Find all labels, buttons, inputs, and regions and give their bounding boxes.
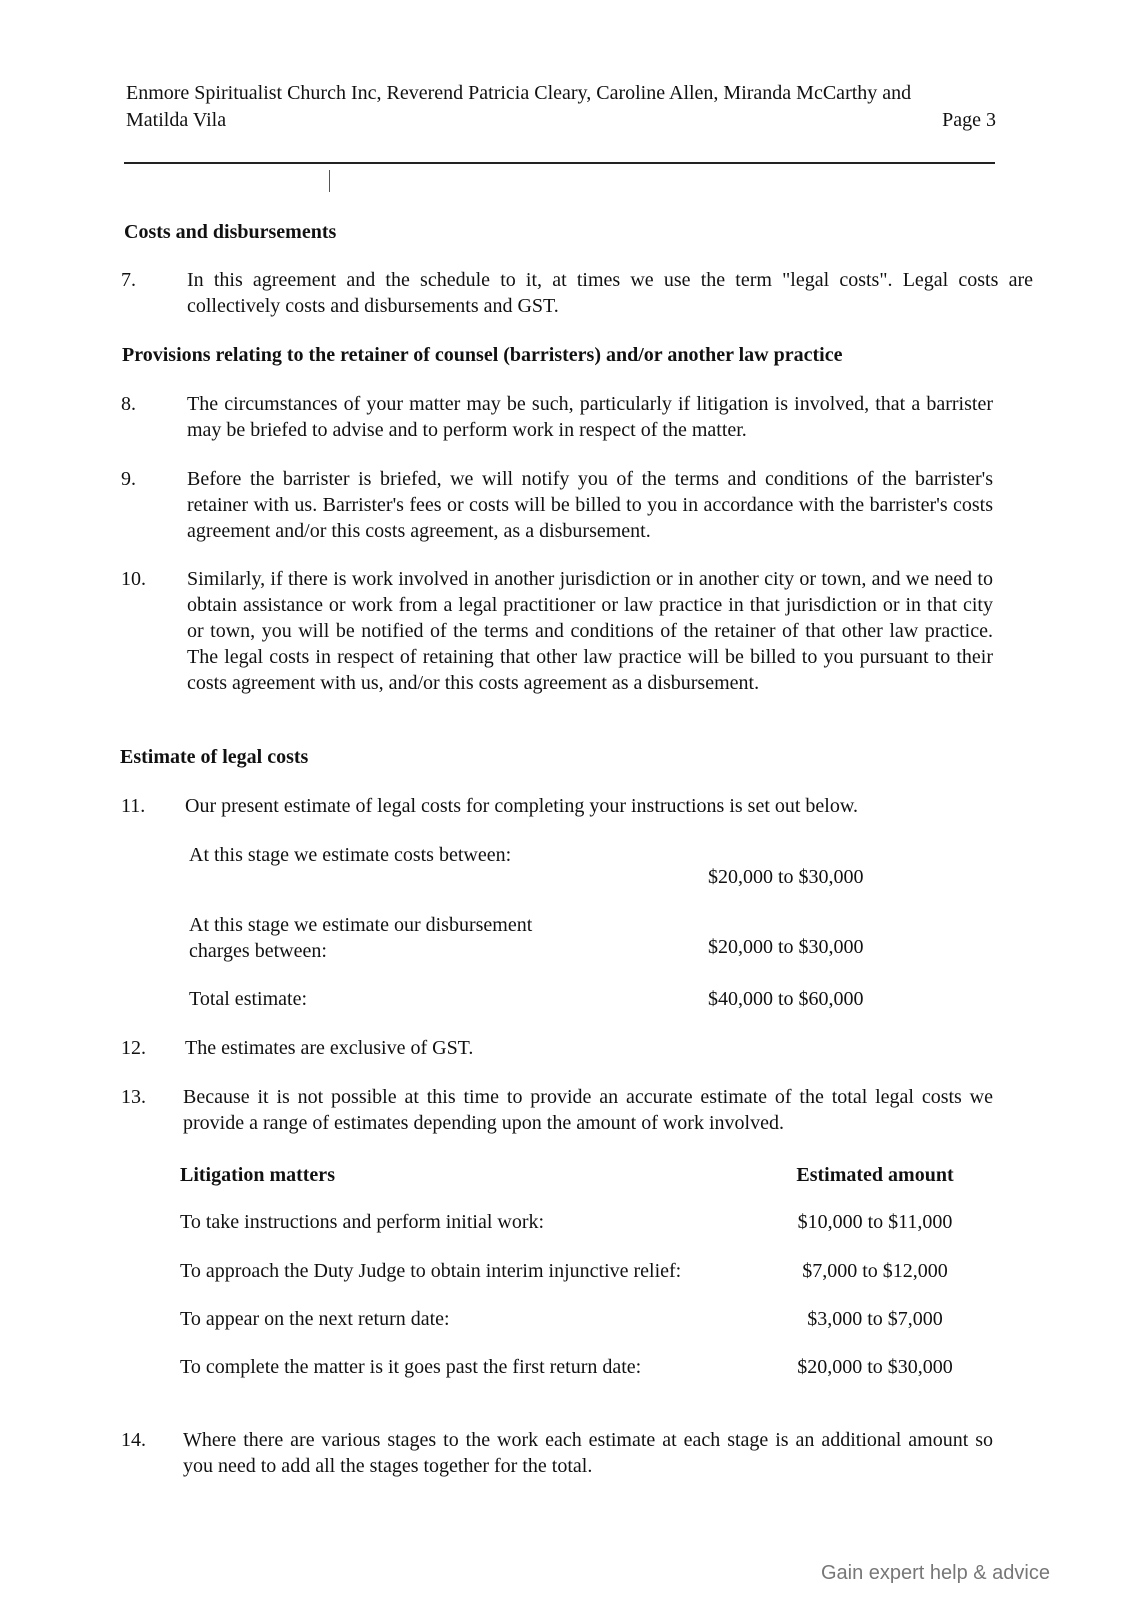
litigation-row-amount: $7,000 to $12,000 [802,1260,948,1282]
estimate-disbursement-label-2: charges between: [189,940,327,962]
estimate-costs-value: $20,000 to $30,000 [708,866,864,888]
estimate-disbursement-value: $20,000 to $30,000 [708,936,864,958]
footer-tagline: Gain expert help & advice [820,1562,1050,1584]
paragraph-number: 8. [121,393,136,415]
litigation-row-description: To approach the Duty Judge to obtain interim injunctive relief: [180,1260,682,1282]
paragraph-number: 7. [121,269,136,291]
paragraph-text: Similarly, if there is work involved in another jurisdiction or in another city or town, and we need to obtain assistance or work from a legal practitioner or law practice in that jurisdiction or in that city or town, you will be notified of the terms and conditions of the retainer of that other law practice. The legal costs in respect of retaining that other law practice will be billed to you pursuant to their costs agreement with us, and/or this costs agreement as a disbursement. [187,568,993,694]
paragraph-text: Where there are various stages to the work each estimate at each stage is an additional amount so you need to add all the stages together for the total. [183,1429,993,1477]
paragraph-text: Because it is not possible at this time to provide an accurate estimate of the total legal costs we provide a range of estimates depending upon the amount of work involved. [183,1086,993,1134]
litigation-row-amount: $20,000 to $30,000 [797,1356,953,1378]
section-heading-estimate: Estimate of legal costs [120,746,309,768]
estimate-disbursement-label-1: At this stage we estimate our disbursement [189,914,533,936]
paragraph-text: In this agreement and the schedule to it, at times we use the term "legal costs". Legal costs are collectively costs and disbursements and GST. [187,269,1033,317]
page-number: Page 3 [942,109,996,131]
paragraph-number: 10. [121,568,146,590]
amount-column-header: Estimated amount [796,1164,954,1186]
header-line-1: Enmore Spiritualist Church Inc, Reverend Patricia Cleary, Caroline Allen, Miranda McCarthy and [126,82,912,104]
estimate-total-value: $40,000 to $60,000 [708,988,864,1010]
litigation-row-description: To complete the matter is it goes past the first return date: [180,1356,642,1378]
section-heading-retainer: Provisions relating to the retainer of counsel (barristers) and/or another law practice [122,344,843,366]
paragraph-text: Our present estimate of legal costs for completing your instructions is set out below. [185,795,859,817]
header-name: Matilda Vila [126,109,227,131]
header-divider [124,162,995,164]
estimate-costs-label: At this stage we estimate costs between: [189,844,512,866]
litigation-row-amount: $3,000 to $7,000 [807,1308,943,1330]
section-heading-costs: Costs and disbursements [124,221,337,243]
paragraph-text: The circumstances of your matter may be such, particularly if litigation is involved, that a barrister may be briefed to advise and to perform work in respect of the matter. [187,393,993,441]
litigation-column-header: Litigation matters [180,1164,335,1186]
paragraph-text: Before the barrister is briefed, we will notify you of the terms and conditions of the barrister's retainer with us. Barrister's fees or costs will be billed to you in accordance with the barrister's costs agreement and/or this costs agreement, as a disbursement. [187,468,993,542]
estimate-total-label: Total estimate: [189,988,308,1010]
litigation-row-description: To appear on the next return date: [180,1308,450,1330]
litigation-row-description: To take instructions and perform initial work: [180,1211,545,1233]
paragraph-number: 11. [121,795,146,817]
paragraph-number: 13. [121,1086,146,1108]
paragraph-text: The estimates are exclusive of GST. [185,1037,474,1059]
litigation-row-amount: $10,000 to $11,000 [797,1211,953,1233]
scan-mark [329,170,330,192]
paragraph-number: 9. [121,468,136,490]
paragraph-number: 14. [121,1429,146,1451]
header-line-2 [126,107,996,133]
paragraph-number: 12. [121,1037,146,1059]
